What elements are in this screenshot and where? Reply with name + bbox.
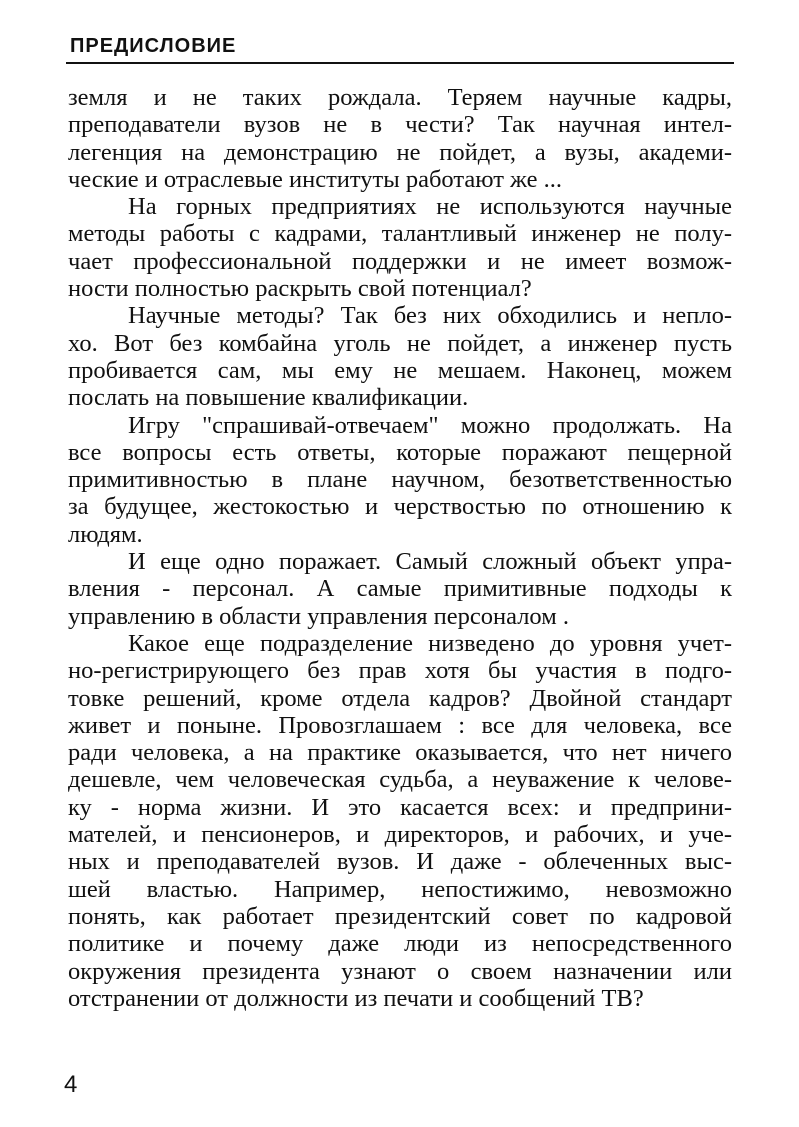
paragraph-3 — [68, 302, 732, 411]
paragraph-4 — [68, 412, 732, 548]
text-line: легенция на демонстрацию не пойдет, а вузы, академи- — [68, 138, 732, 166]
page-number: 4 — [64, 1071, 78, 1098]
text-line: Научные методы? Так без них обходились и непло- — [128, 302, 732, 330]
paragraph-6 — [68, 630, 732, 1012]
text-line: Игру "спрашивай-отвечаем" можно продолжать. На — [128, 411, 732, 439]
paragraph-2 — [68, 193, 732, 302]
text-line: На горных предприятиях не используются научные — [128, 193, 732, 221]
text-line: чает профессиональной поддержки и не имеет возмож- — [68, 247, 732, 275]
text-line: И еще одно поражает. Самый сложный объект упра- — [128, 548, 732, 576]
text-line: пробивается сам, мы ему не мешаем. Наконец, можем — [68, 356, 732, 384]
text-line: живет и поныне. Провозглашаем : все для человека, все — [68, 711, 732, 739]
text-line: ради человека, а на практике оказывается, что нет ничего — [68, 739, 732, 767]
text-line: окружения президента узнают о своем назначении или — [68, 957, 732, 985]
text-line: людям. — [68, 520, 143, 548]
text-line: преподаватели вузов не в чести? Так научная интел- — [68, 111, 732, 139]
text-line: ности полностью раскрыть свой потенциал? — [68, 275, 532, 303]
text-line: земля и не таких рождала. Теряем научные кадры, — [68, 84, 732, 111]
text-line: понять, как работает президентский совет по кадровой — [68, 902, 732, 930]
text-line: ку - норма жизни. И это касается всех: и предприни- — [68, 793, 732, 821]
text-line: управлению в области управления персоналом . — [68, 602, 569, 630]
text-line: мателей, и пенсионеров, и директоров, и рабочих, и уче- — [68, 821, 732, 849]
paragraph-5 — [68, 548, 732, 630]
text-line: Какое еще подразделение низведено до уровня учет- — [128, 629, 732, 657]
body-text — [68, 84, 732, 1012]
text-line: послать на повышение квалификации. — [68, 384, 469, 412]
text-line: ных и преподавателей вузов. И даже - облеченных выс- — [68, 848, 732, 876]
text-line: ческие и отраслевые институты работают же ... — [68, 165, 563, 193]
text-line: шей властью. Например, непостижимо, невозможно — [68, 875, 732, 903]
running-title: ПРЕДИСЛОВИЕ — [70, 35, 237, 57]
text-line: за будущее, жестокостью и черствостью по отношению к — [68, 493, 732, 521]
text-line: товке решений, кроме отдела кадров? Двойной стандарт — [68, 684, 732, 712]
text-line: отстранении от должности из печати и сообщений ТВ? — [68, 984, 644, 1012]
text-line: дешевле, чем человеческая судьба, а неуважение к челове- — [68, 766, 732, 794]
paragraph-1 — [68, 84, 732, 193]
text-line: хо. Вот без комбайна уголь не пойдет, а инженер пусть — [68, 329, 732, 357]
text-line: но-регистрирующего без прав хотя бы участия в подго- — [68, 657, 732, 685]
header-rule — [66, 62, 734, 64]
text-line: вления - персонал. А самые примитивные подходы к — [68, 575, 732, 603]
text-line: все вопросы есть ответы, которые поражают пещерной — [68, 438, 732, 466]
text-line: примитивностью в плане научном, безответственностью — [68, 466, 732, 494]
text-line: методы работы с кадрами, талантливый инженер не полу- — [68, 220, 732, 248]
text-line: политике и почему даже люди из непосредственного — [68, 930, 732, 958]
